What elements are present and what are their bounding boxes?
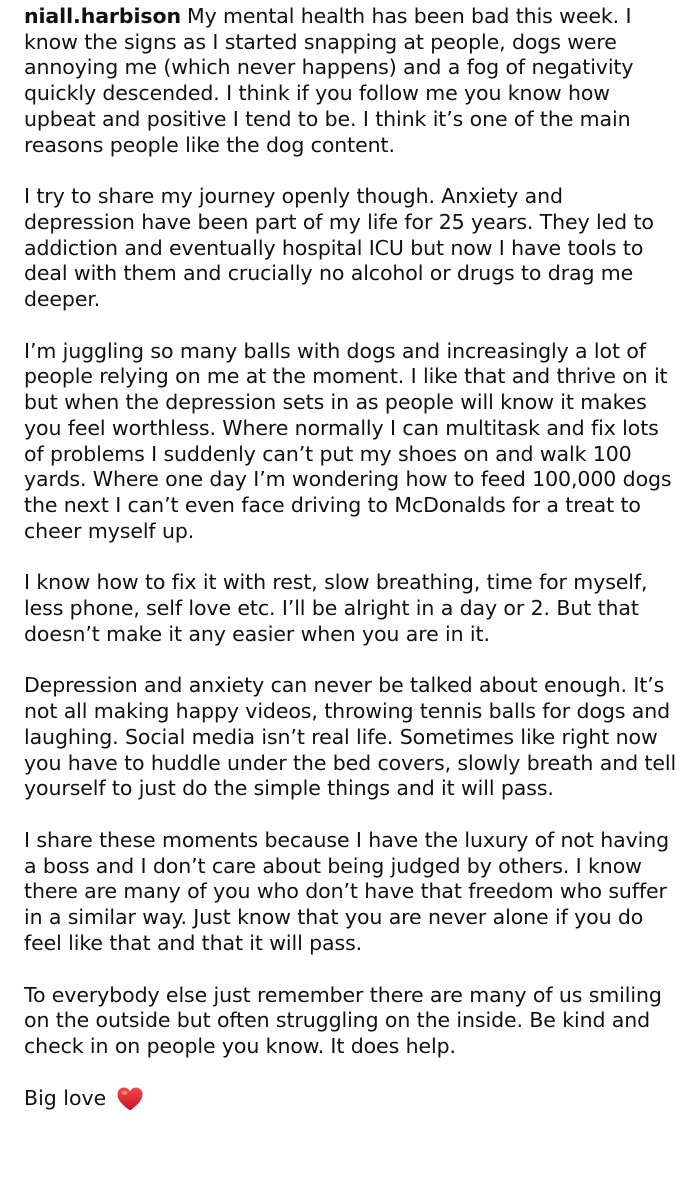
username-link[interactable]: niall.harbison [24,4,182,28]
red-heart-icon [116,1086,144,1112]
caption-paragraph-5: Depression and anxiety can never be talked about enough. It’s not all making happy videos, throwing tennis balls for dogs and laughing. Social media isn’t real life. Sometimes like right now you have to huddle under the bed covers, slowly breath and tell yourself to just do the simple things and it will pass. [24,673,677,801]
caption-text-1: My mental health has been bad this week. I know the signs as I started snapping at people, dogs were annoying me (which never happens) and a fog of negativity quickly descended. I think if you follow me you know how upbeat and positive I tend to be. I think it’s one of the main reasons people like the dog content. [24,4,634,157]
caption-paragraph-6: I share these moments because I have the luxury of not having a boss and I don’t care about being judged by others. I know there are many of you who don’t have that freedom who suffer in a similar way. Just know that you are never alone if you do feel like that and that it will pass. [24,827,670,955]
caption-paragraph-3: I’m juggling so many balls with dogs and increasingly a lot of people relying on me at the moment. I like that and thrive on it but when the depression sets in as people will know it makes you feel worthless. Where normally I can multitask and fix lots of problems I suddenly can’t put my shoes on and walk 100 yards. Where one day I’m wondering how to feed 100,000 dogs the next I can’t even face driving to McDonalds for a treat to cheer myself up. [24,338,672,543]
caption-paragraph-2: I try to share my journey openly though. Anxiety and depression have been part of my life for 25 years. They led to addiction and eventually hospital ICU but now I have tools to deal with them and crucially no alcohol or drugs to drag me deeper. [24,184,654,312]
signoff-text: Big love [24,1085,107,1110]
caption-paragraph-7: To everybody else just remember there are many of us smiling on the outside but often struggling on the inside. Be kind and check in on people you know. It does help. [24,982,662,1058]
heart-highlight [122,1090,128,1094]
heart-svg [116,1086,144,1112]
caption-paragraph-1 [24,4,679,158]
heart-shape [118,1087,143,1110]
post-caption [24,0,679,1112]
signoff-line [24,1086,679,1112]
caption-paragraph-4: I know how to fix it with rest, slow breathing, time for myself, less phone, self love etc. I’ll be alright in a day or 2. But that doesn’t make it any easier when you are in it. [24,570,648,646]
